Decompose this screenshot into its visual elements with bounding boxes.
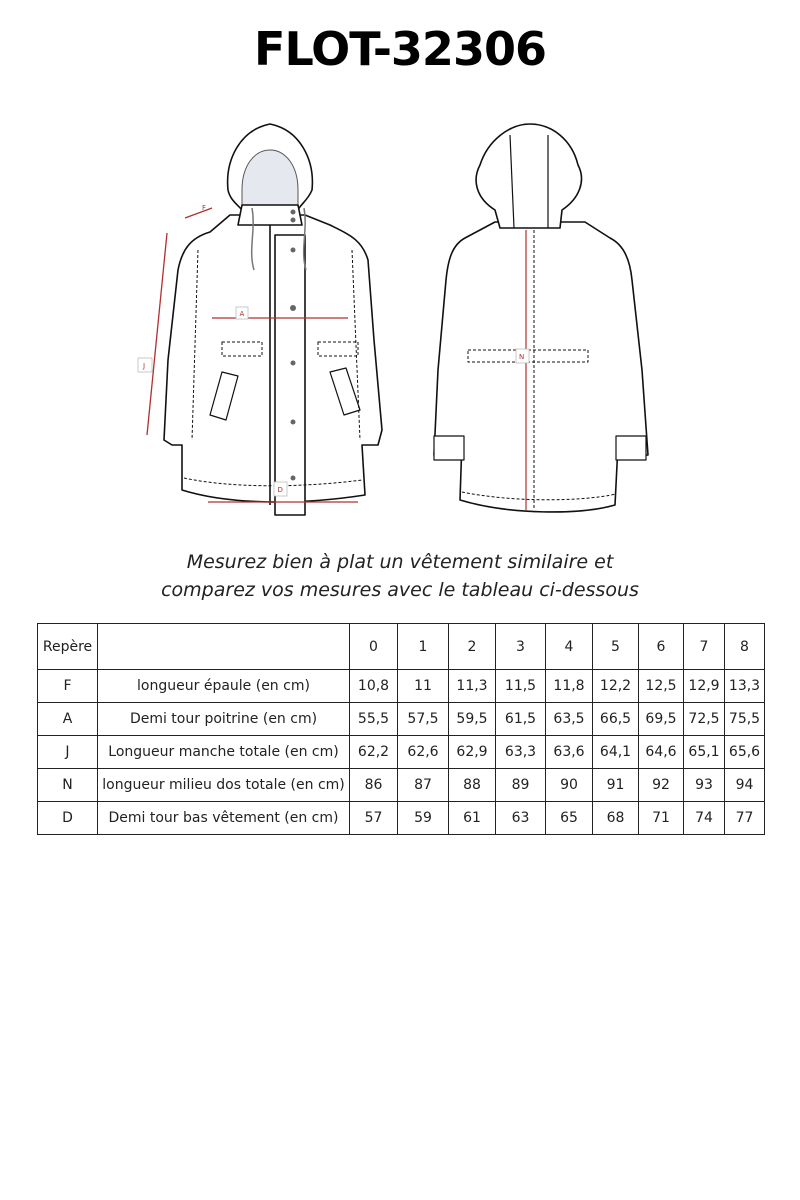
table-row xyxy=(38,736,765,769)
cell-value: 13,3 xyxy=(725,670,765,703)
label-d: D xyxy=(277,486,283,494)
cell-value: 65,1 xyxy=(684,736,725,769)
cell-value: 64,1 xyxy=(593,736,639,769)
row-marker: A xyxy=(38,703,98,736)
coat-front-drawing xyxy=(130,110,400,520)
header-size: 3 xyxy=(496,624,546,670)
coat-back-drawing xyxy=(410,110,670,520)
cell-value: 62,6 xyxy=(398,736,449,769)
header-size: 7 xyxy=(684,624,725,670)
header-size: 1 xyxy=(398,624,449,670)
label-j: J xyxy=(143,362,146,370)
table-row xyxy=(38,802,765,835)
header-label xyxy=(98,624,350,670)
cell-value: 57,5 xyxy=(398,703,449,736)
cell-value: 93 xyxy=(684,769,725,802)
cell-value: 57 xyxy=(350,802,398,835)
cell-value: 61,5 xyxy=(496,703,546,736)
measurement-instructions xyxy=(0,548,800,604)
cell-value: 62,9 xyxy=(449,736,496,769)
cell-value: 89 xyxy=(496,769,546,802)
cell-value: 63,6 xyxy=(546,736,593,769)
cell-value: 86 xyxy=(350,769,398,802)
cell-value: 11,5 xyxy=(496,670,546,703)
cell-value: 71 xyxy=(639,802,684,835)
cell-value: 69,5 xyxy=(639,703,684,736)
table-row xyxy=(38,703,765,736)
row-label: Longueur manche totale (en cm) xyxy=(98,736,350,769)
cell-value: 94 xyxy=(725,769,765,802)
cell-value: 12,9 xyxy=(684,670,725,703)
cell-value: 61 xyxy=(449,802,496,835)
row-label: Demi tour bas vêtement (en cm) xyxy=(98,802,350,835)
instructions-line-1: Mesurez bien à plat un vêtement similaire et xyxy=(186,551,614,573)
row-marker: N xyxy=(38,769,98,802)
row-label: longueur épaule (en cm) xyxy=(98,670,350,703)
cell-value: 72,5 xyxy=(684,703,725,736)
row-marker: D xyxy=(38,802,98,835)
row-label: Demi tour poitrine (en cm) xyxy=(98,703,350,736)
cell-value: 10,8 xyxy=(350,670,398,703)
table-header-row xyxy=(38,624,765,670)
header-size: 0 xyxy=(350,624,398,670)
header-size: 8 xyxy=(725,624,765,670)
table-row xyxy=(38,670,765,703)
cell-value: 74 xyxy=(684,802,725,835)
cell-value: 75,5 xyxy=(725,703,765,736)
cell-value: 59,5 xyxy=(449,703,496,736)
cell-value: 90 xyxy=(546,769,593,802)
cell-value: 64,6 xyxy=(639,736,684,769)
cell-value: 92 xyxy=(639,769,684,802)
cell-value: 62,2 xyxy=(350,736,398,769)
cell-value: 66,5 xyxy=(593,703,639,736)
cell-value: 68 xyxy=(593,802,639,835)
cell-value: 11 xyxy=(398,670,449,703)
cell-value: 11,8 xyxy=(546,670,593,703)
garment-illustrations xyxy=(130,110,670,520)
cell-value: 59 xyxy=(398,802,449,835)
cell-value: 63,3 xyxy=(496,736,546,769)
cell-value: 65 xyxy=(546,802,593,835)
header-size: 2 xyxy=(449,624,496,670)
cell-value: 65,6 xyxy=(725,736,765,769)
row-marker: J xyxy=(38,736,98,769)
product-title: FLOT-32306 xyxy=(254,22,546,76)
cell-value: 91 xyxy=(593,769,639,802)
label-n: N xyxy=(519,353,525,361)
row-label: longueur milieu dos totale (en cm) xyxy=(98,769,350,802)
cell-value: 63,5 xyxy=(546,703,593,736)
cell-value: 11,3 xyxy=(449,670,496,703)
cell-value: 77 xyxy=(725,802,765,835)
size-chart-table xyxy=(37,623,765,835)
cell-value: 55,5 xyxy=(350,703,398,736)
cell-value: 88 xyxy=(449,769,496,802)
header-marker: Repère xyxy=(38,624,98,670)
cell-value: 87 xyxy=(398,769,449,802)
header-size: 4 xyxy=(546,624,593,670)
cell-value: 63 xyxy=(496,802,546,835)
table-row xyxy=(38,769,765,802)
header-size: 6 xyxy=(639,624,684,670)
label-f: F xyxy=(202,204,207,212)
row-marker: F xyxy=(38,670,98,703)
label-a: A xyxy=(239,310,245,318)
cell-value: 12,5 xyxy=(639,670,684,703)
header-size: 5 xyxy=(593,624,639,670)
instructions-line-2: comparez vos mesures avec le tableau ci-dessous xyxy=(161,579,639,601)
cell-value: 12,2 xyxy=(593,670,639,703)
